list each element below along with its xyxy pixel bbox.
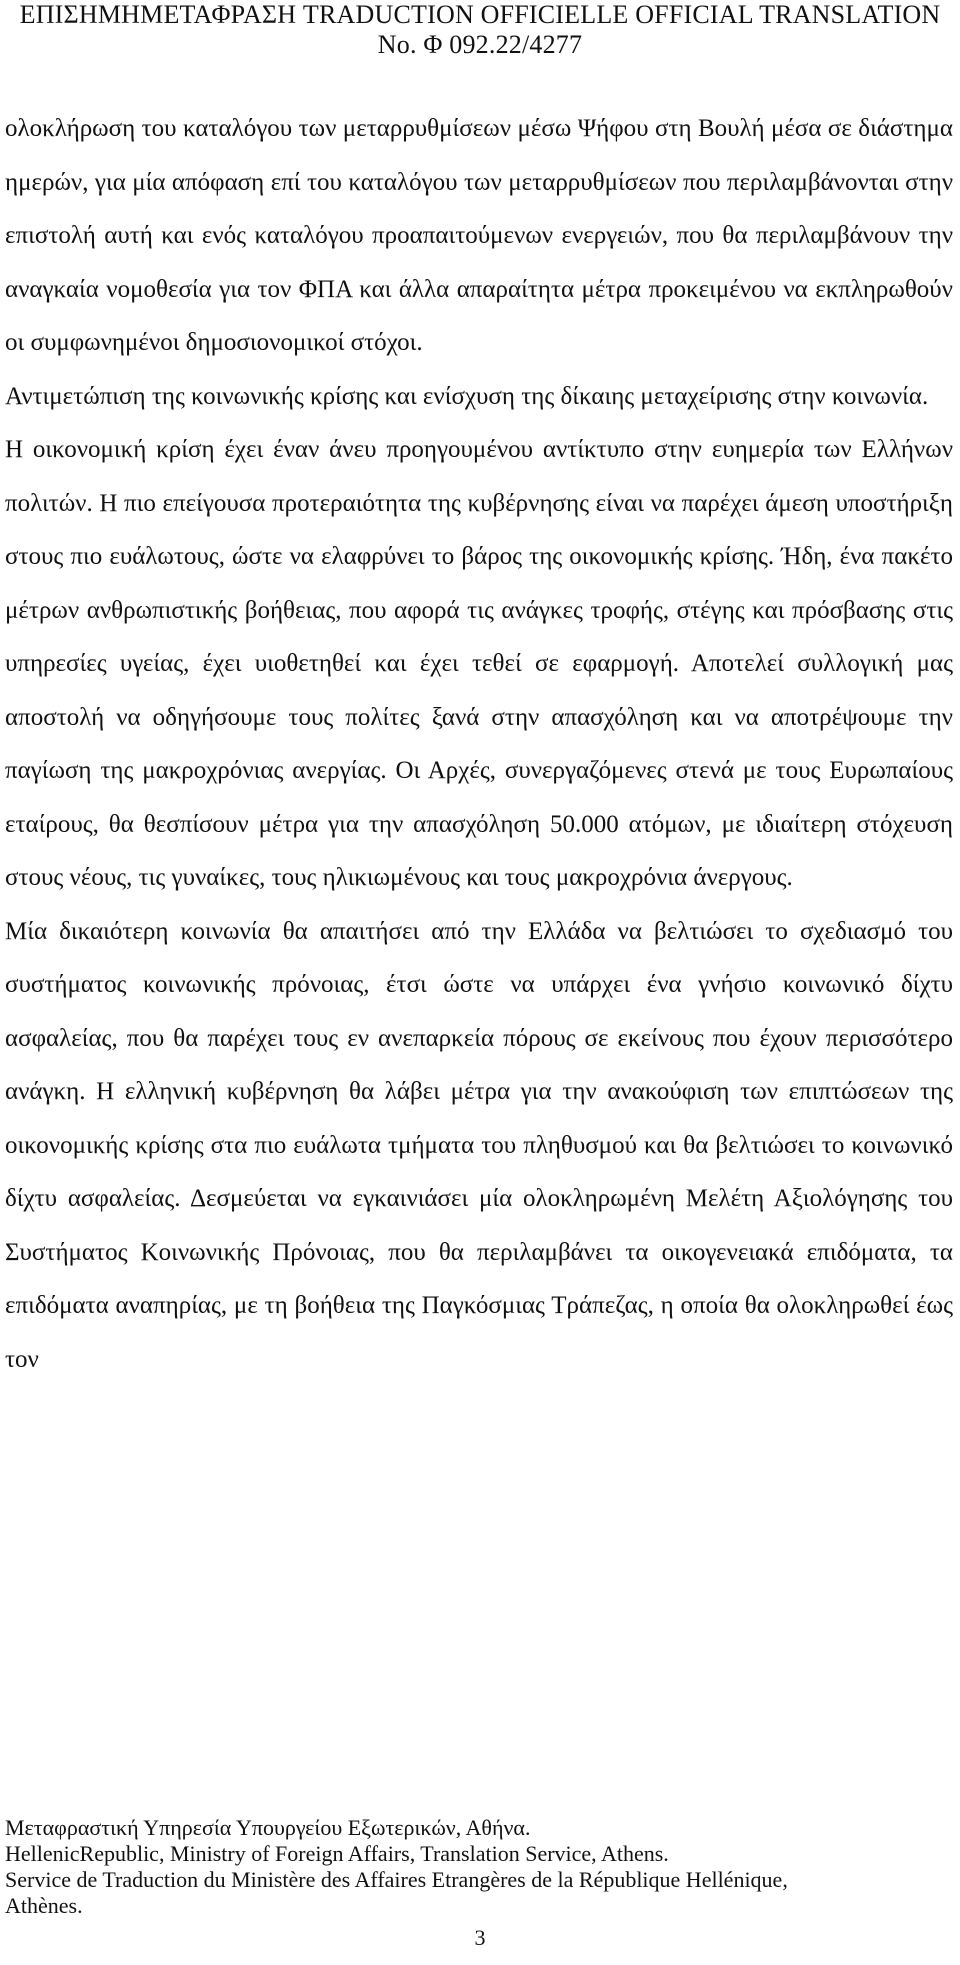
page-number: 3	[474, 1925, 486, 1950]
document-body	[5, 102, 953, 1386]
official-translation-banner: ΕΠΙΣΗΜΗΜΕΤΑΦΡΑΣΗ TRADUCTION OFFICIELLE OFFICIAL TRANSLATION	[19, 0, 941, 29]
paragraph-reform-list: ολοκλήρωση του καταλόγου των μεταρρυθμίσεων μέσω Ψήφου στη Βουλή μέσα σε διάστημα ημερών, για μία απόφαση επί του καταλόγου των μεταρρυθμίσεων που περιλαμβάνονται στην επιστολή αυτή και ενός καταλόγου προαπαιτούμενων ενεργειών, που θα περιλαμβάνουν την αναγκαία νομοθεσία για τον ΦΠΑ και άλλα απαραίτητα μέτρα προκειμένου να εκπληρωθούν οι συμφωνημένοι δημοσιονομικοί στόχοι.	[5, 115, 953, 356]
footer-translation-service-english: HellenicRepublic, Ministry of Foreign Affairs, Translation Service, Athens.	[5, 1841, 669, 1866]
paragraph-economic-crisis: Η οικονομική κρίση έχει έναν άνευ προηγουμένου αντίκτυπο στην ευημερία των Ελλήνων πολιτών. Η πιο επείγουσα προτεραιότητα της κυβέρνησης είναι να παρέχει άμεση υποστήριξη στους πιο ευάλωτους, ώστε να ελαφρύνει το βάρος της οικονομικής κρίσης. Ήδη, ένα πακέτο μέτρων ανθρωπιστικής βοήθειας, που αφορά τις ανάγκες τροφής, στέγης και πρόσβασης στις υπηρεσίες υγείας, έχει υιοθετηθεί και έχει τεθεί σε εφαρμογή. Αποτελεί συλλογική μας αποστολή να οδηγήσουμε τους πολίτες ξανά στην απασχόληση και να αποτρέψουμε την παγίωση της μακροχρόνιας ανεργίας. Οι Αρχές, συνεργαζόμενες στενά με τους Ευρωπαίους εταίρους, θα θεσπίσουν μέτρα για την απασχόληση 50.000 ατόμων, με ιδιαίτερη στόχευση στους νέους, τις γυναίκες, τους ηλικιωμένους και τους μακροχρόνια άνεργους.	[5, 436, 953, 891]
document-reference-number: No. Φ 092.22/4277	[377, 30, 583, 59]
paragraph-social-welfare: Μία δικαιότερη κοινωνία θα απαιτήσει από την Ελλάδα να βελτιώσει το σχεδιασμό του συστήματος κοινωνικής πρόνοιας, έτσι ώστε να υπάρχει ένα γνήσιο κοινωνικό δίχτυ ασφαλείας, που θα παρέχει τους εν ανεπαρκεία πόρους σε εκείνους που έχουν περισσότερο ανάγκη. Η ελληνική κυβέρνηση θα λάβει μέτρα για την ανακούφιση των επιπτώσεων της οικονομικής κρίσης στα πιο ευάλωτα τμήματα του πληθυσμού και θα βελτιώσει το κοινωνικό δίχτυ ασφαλείας. Δεσμεύεται να εγκαινιάσει μία ολοκληρωμένη Μελέτη Αξιολόγησης του Συστήματος Κοινωνικής Πρόνοιας, που θα περιλαμβάνει τα οικογενειακά επιδόματα, τα επιδόματα αναπηρίας, με τη βοήθεια της Παγκόσμιας Τράπεζας, η οποία θα ολοκληρωθεί έως τον	[5, 917, 953, 1373]
footer-city-french: Athènes.	[5, 1893, 83, 1918]
footer-translation-service-french: Service de Traduction du Ministère des Affaires Etrangères de la République Hellénique,	[5, 1867, 788, 1892]
footer-translation-service-greek: Μεταφραστική Υπηρεσία Υπουργείου Εξωτερικών, Αθήνα.	[5, 1815, 531, 1840]
section-heading-social-crisis: Αντιμετώπιση της κοινωνικής κρίσης και ενίσχυση της δίκαιης μεταχείρισης στην κοινωνία.	[5, 382, 929, 410]
document-header	[0, 0, 960, 60]
document-footer	[5, 1815, 953, 1919]
